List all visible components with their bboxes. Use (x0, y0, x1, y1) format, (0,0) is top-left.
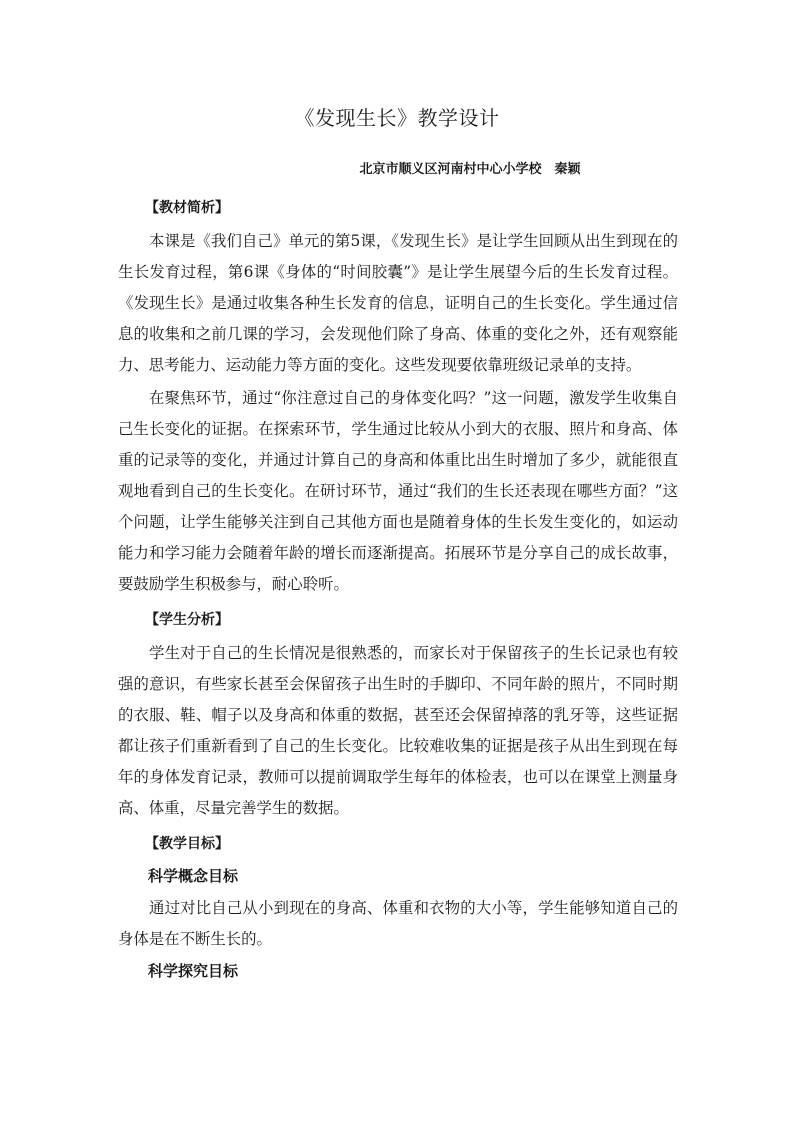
paragraph: 本课是《我们自己》单元的第5课，《发现生长》是让学生回顾从出生到现在的生长发育过程，第6课《身体的“时间胶囊”》是让学生展望今后的生长发育过程。《发现生长》是通过收集各种生长发育的信息，证明自己的生长变化。学生通过信息的收集和之前几课的学习，会发现他们除了身高、体重的变化之外，还有观察能力、思考能力、运动能力等方面的变化。这些发现要依靠班级记录单的支持。 (118, 232, 678, 374)
paragraph: 通过对比自己从小到现在的身高、体重和衣物的大小等，学生能够知道自己的身体是在不断生长的。 (118, 899, 678, 948)
subsection-heading: 科学概念目标 (148, 867, 239, 885)
section-heading: 【学生分析】 (145, 612, 229, 628)
paragraph: 在聚焦环节，通过“你注意过自己的身体变化吗？”这一问题，激发学生收集自己生长变化的证据。在探索环节，学生通过比较从小到大的衣服、照片和身高、体重的记录等的变化，并通过计算自己的身高和体重比出生时增加了多少，就能很直观地看到自己的生长变化。在研讨环节，通过“我们的生长还表现在哪些方面？”这个问题，让学生能够关注到自己其他方面也是随着身体的生长发生变化的，如运动能力和学习能力会随着年龄的增长而逐渐提高。拓展环节是分享自己的成长故事，要鼓励学生积极参与，耐心聆听。 (118, 389, 678, 593)
section-teaching-goals (118, 830, 678, 988)
section-student-analysis (118, 606, 678, 824)
paragraph: 学生对于自己的生长情况是很熟悉的，而家长对于保留孩子的生长记录也有较强的意识，有些家长甚至会保留孩子出生时的手脚印、不同年龄的照片，不同时期的衣服、鞋、帽子以及身高和体重的数据，甚至还会保留掉落的乳牙等，这些证据都让孩子们重新看到了自己的生长变化。比较难收集的证据是孩子从出生到现在每年的身体发育记录，教师可以提前调取学生每年的体检表，也可以在课堂上测量身高、体重，尽量完善学生的数据。 (118, 644, 678, 817)
subsection-heading: 科学探究目标 (148, 962, 239, 980)
document-body (118, 194, 678, 988)
document-title: 《发现生长》教学设计 (294, 106, 500, 130)
section-heading: 【教学目标】 (145, 836, 229, 852)
section-textbook-analysis (118, 194, 678, 600)
section-heading: 【教材简析】 (145, 200, 229, 216)
document-author: 北京市顺义区河南村中心小学校 秦颖 (359, 162, 581, 177)
